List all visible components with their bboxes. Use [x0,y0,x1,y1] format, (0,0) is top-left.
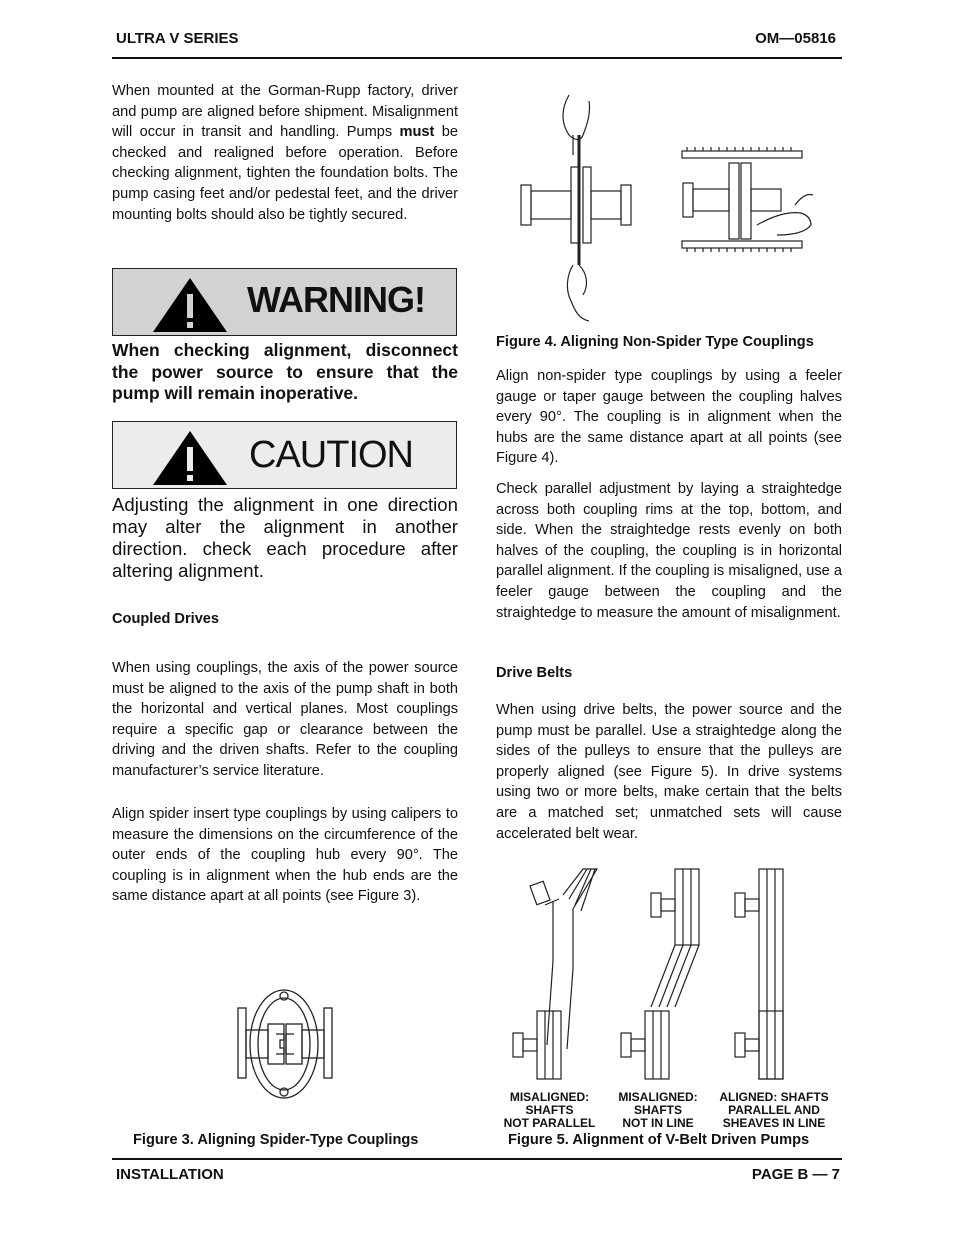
caution-title: CAUTION [249,434,413,476]
figure5-label-not-in-line: MISALIGNED: SHAFTS NOT IN LINE [618,1090,698,1130]
figure3-spider-coupling-illustration [232,982,342,1102]
warning-box [112,268,457,336]
coupled-drives-paragraph-1: When using couplings, the axis of the power source must be aligned to the axis of the pump shaft in both the horizontal and vertical planes. Most couplings require a specific gap or clearance between the driving and the driven shafts. Refer to the coupling manufacturer’s service literature. [112,660,458,779]
figure5-label-aligned: ALIGNED: SHAFTS PARALLEL AND SHEAVES IN LINE [719,1090,829,1130]
warning-text: When checking alignment, disconnect the power source to ensure that the pump will remain inoperative. [112,340,458,403]
non-spider-paragraph: Align non-spider type couplings by using a feeler gauge or taper gauge between the coupling halves every 90°. The coupling is in alignment when the hubs are the same distance apart at all points (see Figure 4). [496,368,842,467]
warning-title: WARNING! [247,279,425,320]
parallel-adjustment-paragraph: Check parallel adjustment by laying a straightedge across both coupling rims at the top, bottom, and side. When the straightedge rests evenly on both halves of the coupling, the coupling is in horizontal parallel alignment. If the coupling is misaligned, use a feeler gauge between the coupling and the straightedge to measure the amount of misalignment. [496,481,842,621]
figure4-caption: Figure 4. Aligning Non-Spider Type Couplings [496,334,814,350]
caution-triangle-icon [153,425,231,489]
header-rule [112,57,842,59]
footer-page-number: PAGE B — 7 [751,1166,840,1183]
intro-paragraph: When mounted at the Gorman-Rupp factory, driver and pump are aligned before shipment. Misalignment will occur in transit and handling. Pumps must be checked and realigned before operation. Before checking alignment, tighten the foundation bolts. The pump casing feet and/or pedestal feet, and the driver mounting bolts should also be tightly secured. [112,83,458,223]
header-series: ULTRA V SERIES [116,30,239,47]
coupled-drives-heading: Coupled Drives [112,611,220,627]
figure5-caption: Figure 5. Alignment of V-Belt Driven Pumps [508,1132,810,1148]
caution-box [112,421,457,489]
footer-section: INSTALLATION [116,1166,224,1183]
warning-triangle-icon [153,272,231,336]
caution-text: Adjusting the alignment in one direction may alter the alignment in another direction. check each procedure after altering alignment. [112,494,458,581]
coupled-drives-paragraph-2: Align spider insert type couplings by using calipers to measure the dimensions on the circumference of the outer ends of the coupling hub every 90°. The coupling is in alignment when the hub ends are the same distance apart at all points (see Figure 3). [112,806,458,905]
figure5-label-not-parallel: MISALIGNED: SHAFTS NOT PARALLEL [503,1090,596,1130]
drive-belts-heading: Drive Belts [496,665,573,681]
figure5-vbelt-illustration [505,865,835,1080]
drive-belts-paragraph: When using drive belts, the power source and the pump must be parallel. Use a straightedge along the sides of the pulleys to ensure that the pulleys are properly aligned (see Figure 5). In drive systems using two or more belts, make certain that the belts are a matched set; unmatched sets will cause accelerated belt wear. [496,702,842,842]
figure4-non-spider-coupling-illustration [517,95,827,320]
header-doc-number: OM—05816 [755,30,836,47]
footer-rule [112,1158,842,1160]
figure3-caption: Figure 3. Aligning Spider-Type Couplings [133,1132,419,1148]
